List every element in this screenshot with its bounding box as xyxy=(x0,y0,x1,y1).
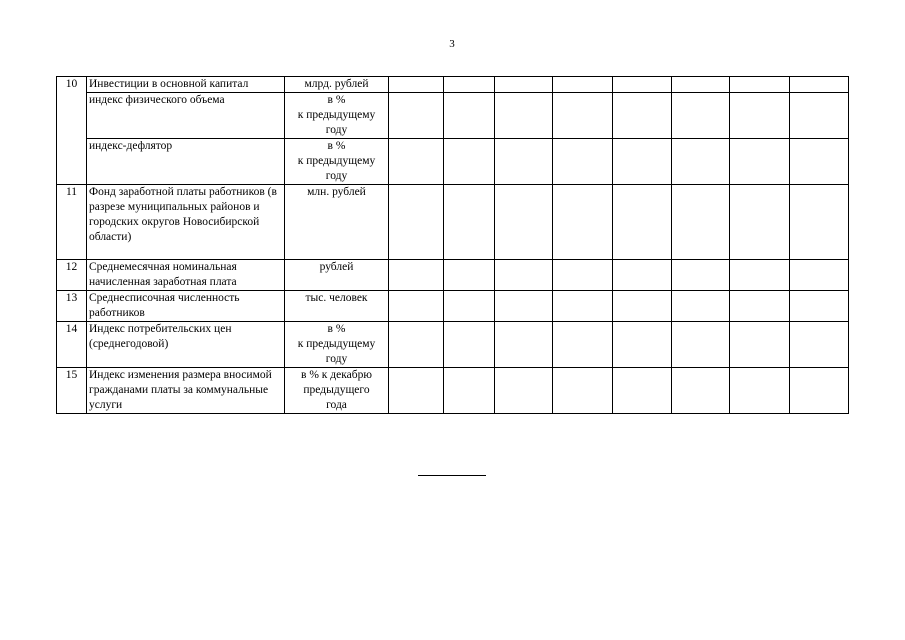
row-number: 10 xyxy=(57,77,87,185)
value-cell xyxy=(790,322,849,368)
table-row xyxy=(57,260,849,291)
indicator-name: Среднемесячная номинальная начисленная заработная плата xyxy=(87,260,285,291)
value-cell xyxy=(444,185,495,260)
value-cell xyxy=(613,322,672,368)
value-cell xyxy=(672,139,730,185)
value-cell xyxy=(613,93,672,139)
value-cell xyxy=(790,139,849,185)
value-cell xyxy=(444,260,495,291)
value-cell xyxy=(495,139,553,185)
unit-of-measure: в % к предыдущему году xyxy=(285,93,389,139)
value-cell xyxy=(730,368,790,414)
table-row xyxy=(57,368,849,414)
indicator-name: Среднесписочная численность работников xyxy=(87,291,285,322)
value-cell xyxy=(613,77,672,93)
value-cell xyxy=(389,93,444,139)
value-cell xyxy=(790,93,849,139)
value-cell xyxy=(495,368,553,414)
value-cell xyxy=(444,93,495,139)
row-number: 12 xyxy=(57,260,87,291)
table-row xyxy=(57,77,849,93)
value-cell xyxy=(730,77,790,93)
value-cell xyxy=(389,185,444,260)
value-cell xyxy=(613,291,672,322)
row-number: 15 xyxy=(57,368,87,414)
value-cell xyxy=(553,368,613,414)
value-cell xyxy=(495,185,553,260)
value-cell xyxy=(730,185,790,260)
value-cell xyxy=(495,77,553,93)
value-cell xyxy=(672,260,730,291)
value-cell xyxy=(553,93,613,139)
value-cell xyxy=(790,77,849,93)
value-cell xyxy=(790,291,849,322)
table-row xyxy=(57,185,849,260)
table-row xyxy=(57,139,849,185)
value-cell xyxy=(672,77,730,93)
unit-of-measure: рублей xyxy=(285,260,389,291)
indicator-name: индекс-дефлятор xyxy=(87,139,285,185)
value-cell xyxy=(389,322,444,368)
value-cell xyxy=(790,260,849,291)
indicator-name: индекс физического объема xyxy=(87,93,285,139)
value-cell xyxy=(553,185,613,260)
value-cell xyxy=(672,291,730,322)
value-cell xyxy=(389,368,444,414)
value-cell xyxy=(790,368,849,414)
row-number: 13 xyxy=(57,291,87,322)
value-cell xyxy=(389,77,444,93)
value-cell xyxy=(730,291,790,322)
value-cell xyxy=(553,260,613,291)
value-cell xyxy=(553,291,613,322)
indicator-name: Фонд заработной платы работников (в разрезе муниципальных районов и городских округов Новосибирской области) xyxy=(87,185,285,260)
value-cell xyxy=(389,139,444,185)
unit-of-measure: в % к предыдущему году xyxy=(285,139,389,185)
table-row xyxy=(57,291,849,322)
value-cell xyxy=(613,139,672,185)
value-cell xyxy=(495,93,553,139)
value-cell xyxy=(672,93,730,139)
value-cell xyxy=(444,368,495,414)
value-cell xyxy=(730,93,790,139)
indicator-name: Индекс потребительских цен (среднегодовой) xyxy=(87,322,285,368)
unit-of-measure: в % к предыдущему году xyxy=(285,322,389,368)
value-cell xyxy=(444,77,495,93)
value-cell xyxy=(553,322,613,368)
value-cell xyxy=(553,77,613,93)
row-number: 14 xyxy=(57,322,87,368)
unit-of-measure: млн. рублей xyxy=(285,185,389,260)
unit-of-measure: в % к декабрю предыдущего года xyxy=(285,368,389,414)
value-cell xyxy=(672,185,730,260)
value-cell xyxy=(790,185,849,260)
unit-of-measure: млрд. рублей xyxy=(285,77,389,93)
unit-of-measure: тыс. человек xyxy=(285,291,389,322)
value-cell xyxy=(613,260,672,291)
value-cell xyxy=(672,368,730,414)
row-number: 11 xyxy=(57,185,87,260)
value-cell xyxy=(730,139,790,185)
value-cell xyxy=(613,185,672,260)
value-cell xyxy=(730,260,790,291)
page-number: 3 xyxy=(449,38,455,50)
value-cell xyxy=(730,322,790,368)
value-cell xyxy=(672,322,730,368)
value-cell xyxy=(444,291,495,322)
value-cell xyxy=(444,139,495,185)
value-cell xyxy=(495,322,553,368)
indicator-name: Индекс изменения размера вносимой гражданами платы за коммунальные услуги xyxy=(87,368,285,414)
value-cell xyxy=(389,291,444,322)
indicators-table xyxy=(56,76,849,414)
value-cell xyxy=(553,139,613,185)
value-cell xyxy=(495,260,553,291)
indicator-name: Инвестиции в основной капитал xyxy=(87,77,285,93)
footer-divider xyxy=(418,475,486,476)
value-cell xyxy=(444,322,495,368)
value-cell xyxy=(613,368,672,414)
value-cell xyxy=(389,260,444,291)
value-cell xyxy=(495,291,553,322)
table-row xyxy=(57,93,849,139)
table-row xyxy=(57,322,849,368)
